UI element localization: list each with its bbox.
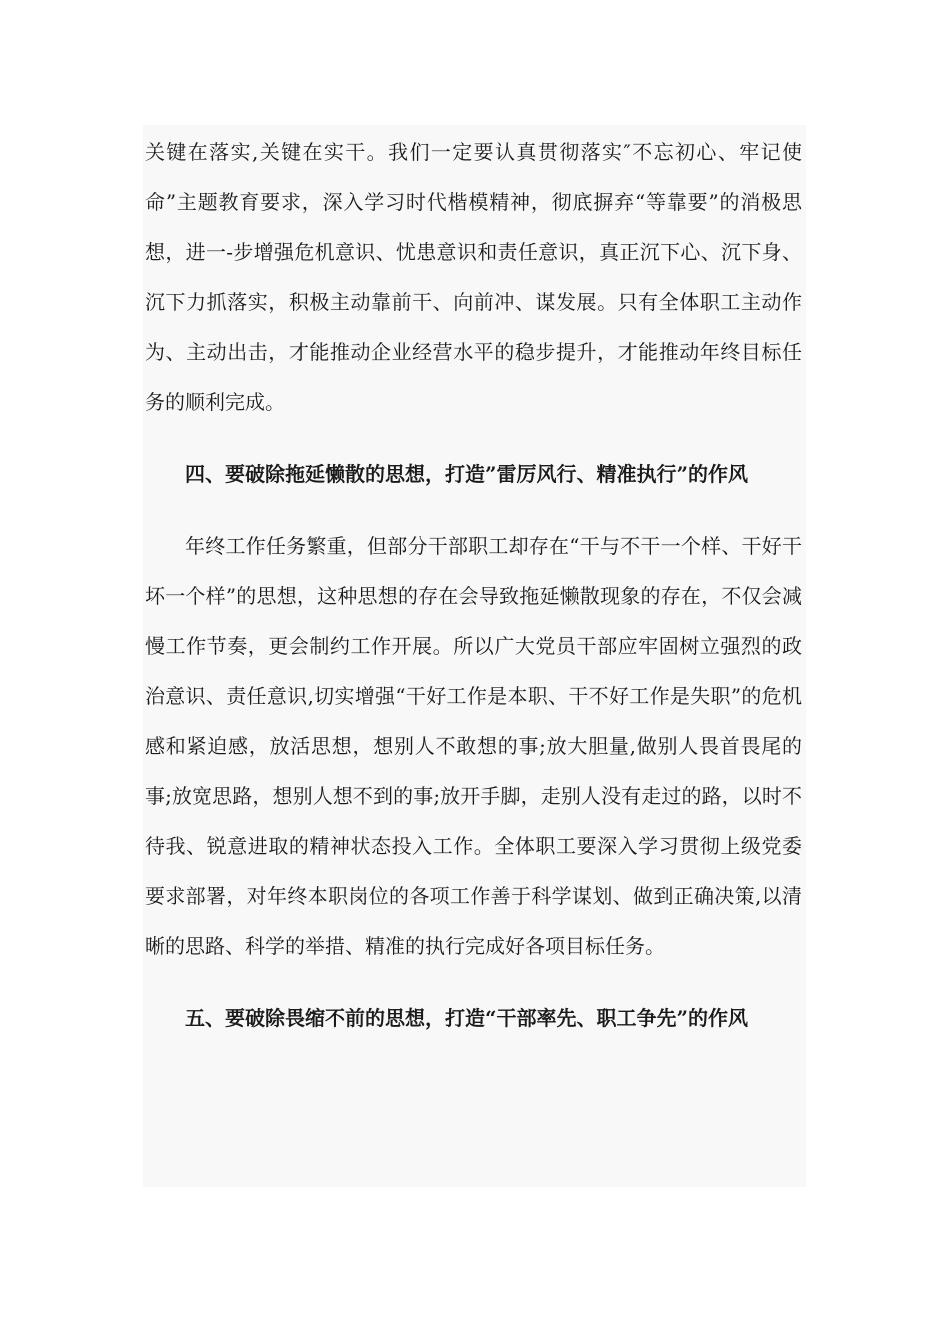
paragraph-gap xyxy=(145,499,802,521)
paragraph-gap xyxy=(145,427,802,449)
document-text-block xyxy=(143,125,806,1187)
body-paragraph-2: 年终工作任务繁重，但部分干部职工却存在“干与不干一个样、干好干坏一个样”的思想，这种思想的存在会导致拖延懒散现象的存在，不仅会减慢工作节奏，更会制约工作开展。所以广大党员干部应牢固树立强烈的政治意识、责任意识,切实增强“干好工作是本职、干不好工作是失职”的危机感和紧迫感，放活思想，想别人不敢想的事;放大胆量,做别人畏首畏尾的事;放宽思路，想别人想不到的事;放开手脚，走别人没有走过的路，以时不待我、锐意进取的精神状态投入工作。全体职工要深入学习贯彻上级党委要求部署，对年终本职岗位的各项工作善于科学谋划、做到正确决策,以清晰的思路、科学的举措、精准的执行完成好各项目标任务。 xyxy=(145,534,802,958)
paragraph-gap xyxy=(145,971,802,993)
section-heading-4: 四、要破除拖延懒散的思想，打造”雷厉风行、精准执行”的作风 xyxy=(185,462,749,486)
section-heading-5: 五、要破除畏缩不前的思想，打造“干部率先、职工争先”的作风 xyxy=(185,1006,749,1030)
body-paragraph-1: 关键在落实,关键在实干。我们一定要认真贯彻落实″不忘初心、牢记使命”主题教育要求，深入学习时代楷模精神，彻底摒弃“等靠要”的消极思想，进一-步增强危机意识、忧患意识和责任意识，真正沉下心、沉下身、沉下力抓落实，积极主动靠前干、向前冲、谋发展。只有全体职工主动作为、主动出击，才能推动企业经营水平的稳步提升，才能推动年终目标任务的顺利完成。 xyxy=(145,140,802,414)
